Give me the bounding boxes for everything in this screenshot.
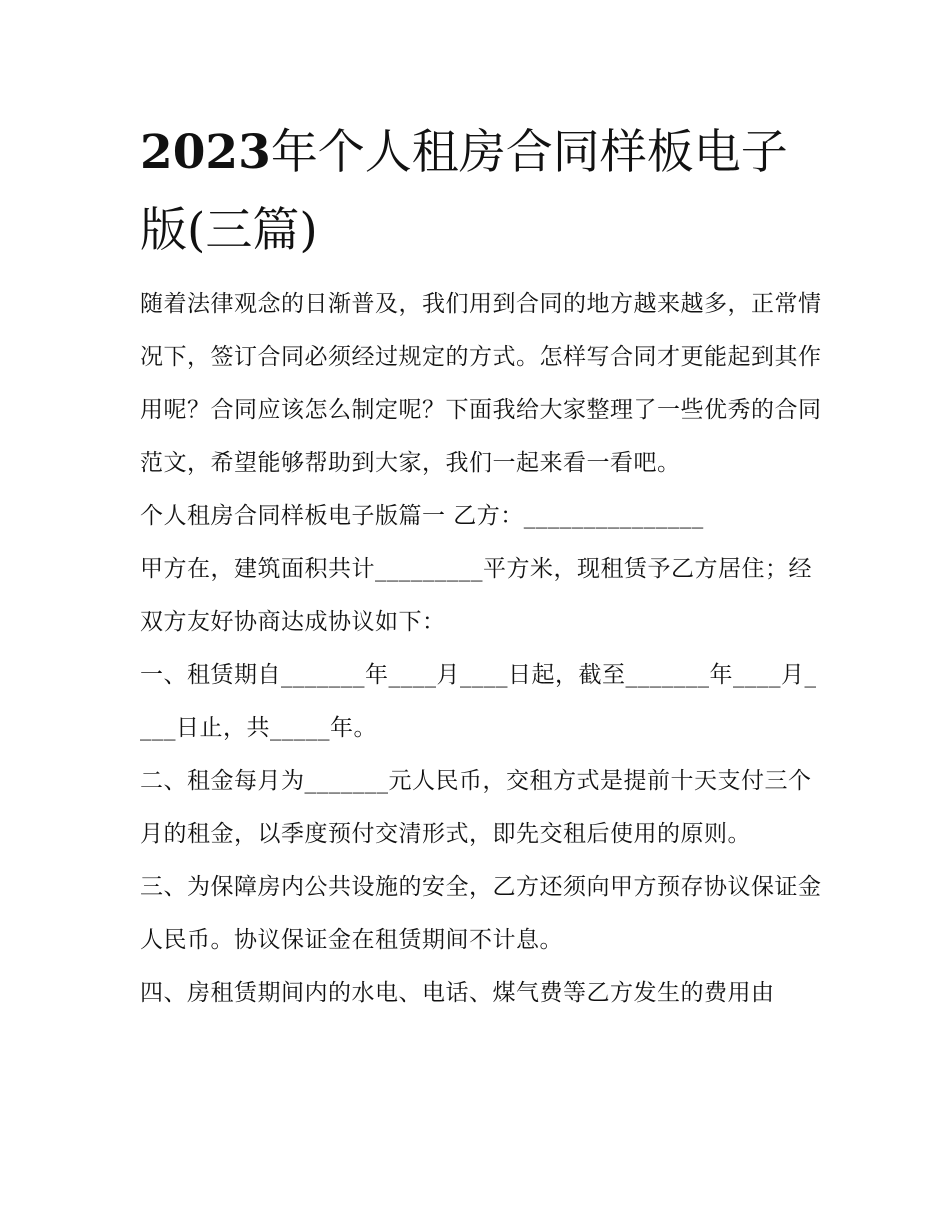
- document-body: [140, 278, 825, 1020]
- clause-2-rent: 二、租金每月为_______元人民币，交租方式是提前十天支付三个月的租金，以季度预付交清形式，即先交租后使用的原则。: [140, 768, 812, 847]
- section-heading-party-b: 个人租房合同样板电子版篇一 乙方：_______________: [140, 503, 704, 529]
- clause-4-utilities: 四、房租赁期间内的水电、电话、煤气费等乙方发生的费用由: [140, 980, 775, 1006]
- title-year: 2023: [140, 125, 271, 180]
- document-title: [140, 114, 830, 270]
- title-text: 年个人租房合同样板电子版(三篇): [140, 125, 788, 258]
- premises-paragraph: 甲方在，建筑面积共计_________平方米，现租赁予乙方居住；经双方友好协商达成协议如下：: [140, 556, 812, 635]
- intro-paragraph: 随着法律观念的日渐普及，我们用到合同的地方越来越多，正常情况下，签订合同必须经过规定的方式。怎样写合同才更能起到其作用呢？合同应该怎么制定呢？下面我给大家整理了一些优秀的合同范文，希望能够帮助到大家，我们一起来看一看吧。: [140, 291, 822, 476]
- clause-1-term: 一、租赁期自_______年____月____日起，截至_______年____月____日止，共_____年。: [140, 662, 817, 741]
- clause-3-deposit: 三、为保障房内公共设施的安全，乙方还须向甲方预存协议保证金人民币。协议保证金在租赁期间不计息。: [140, 874, 822, 953]
